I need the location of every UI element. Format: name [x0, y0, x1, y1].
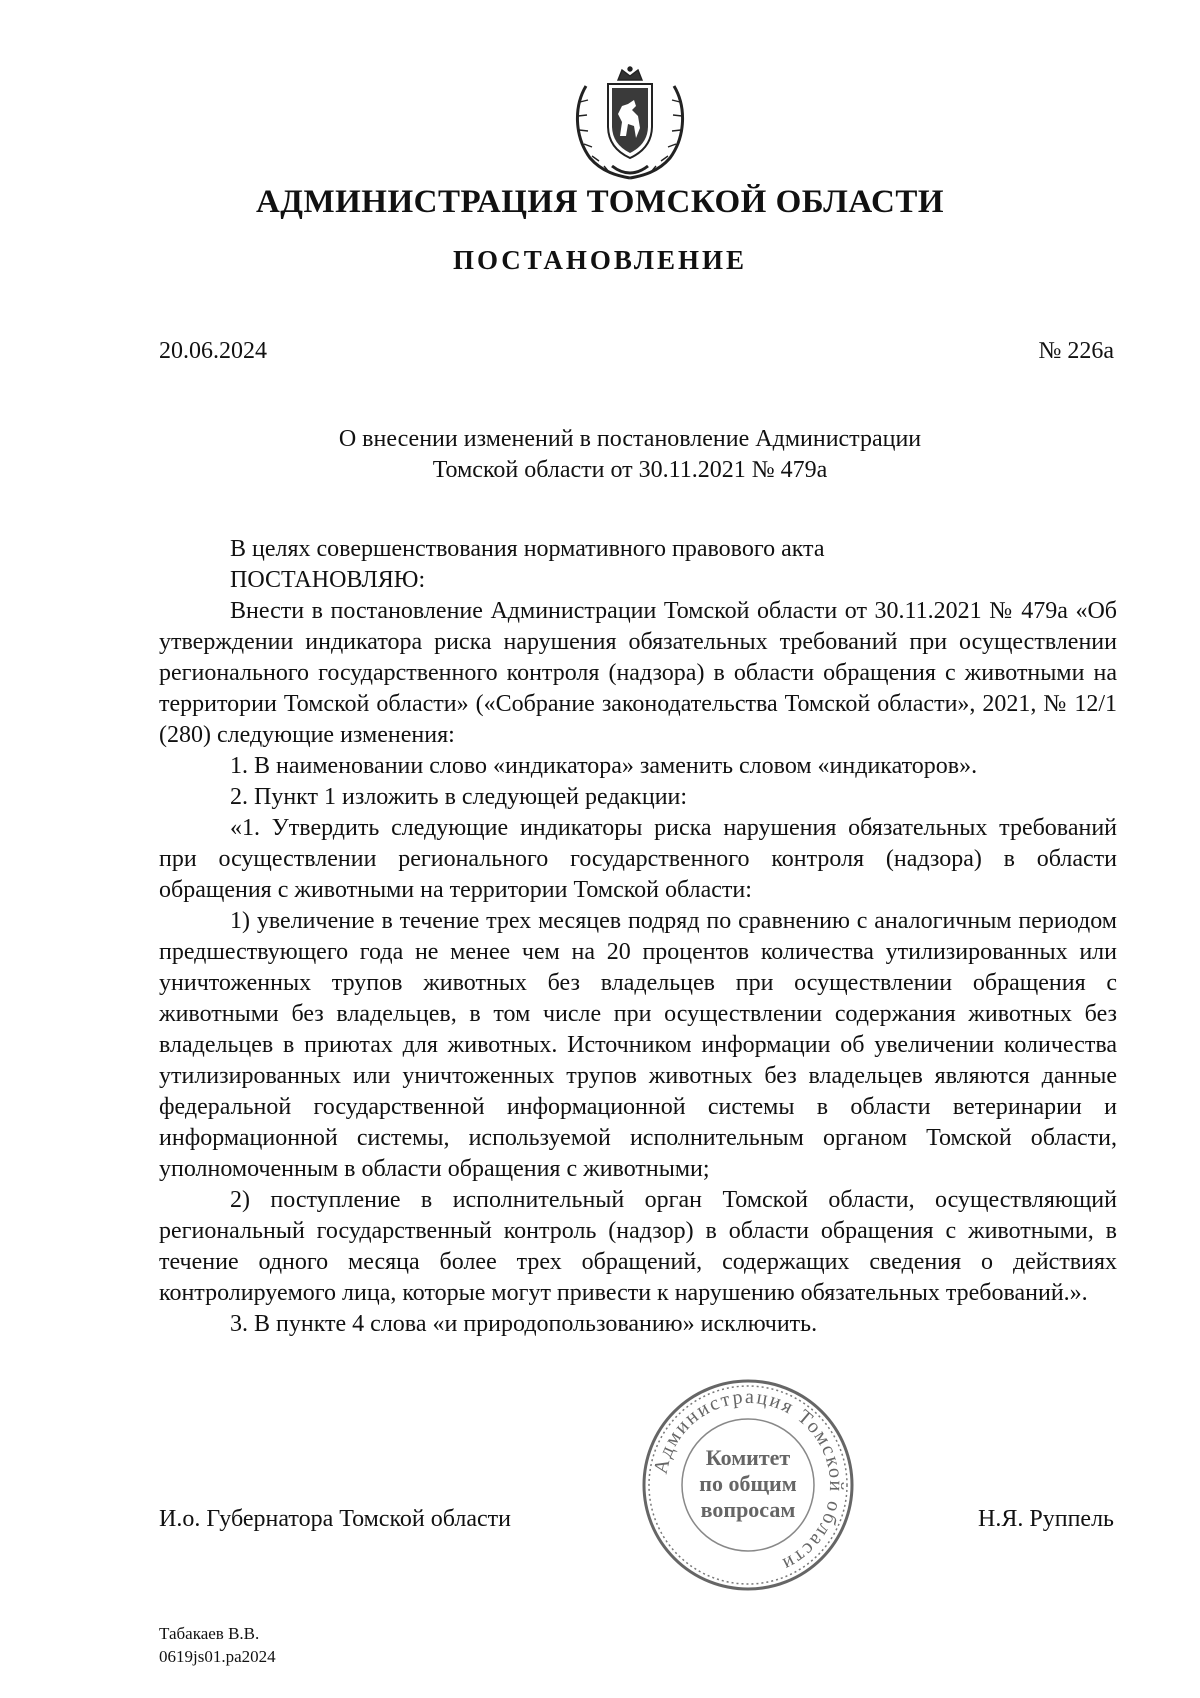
signer-name: Н.Я. Руппель: [978, 1506, 1114, 1532]
seal-center-line-2: по общим: [699, 1471, 797, 1496]
body-paragraph: «1. Утвердить следующие индикаторы риска нарушения обязательных требований при осуществлении регионального государственного контроля (надзора) в области обращения с животными на территории Томской области:: [159, 815, 1117, 903]
executor-info: [159, 1622, 276, 1668]
document-number: № 226а: [1038, 338, 1114, 364]
seal-center-line-1: Комитет: [705, 1445, 791, 1470]
document-subject: [200, 424, 1060, 486]
body-paragraph: 1) увеличение в течение трех месяцев подряд по сравнению с аналогичным периодом предшествующего года не менее чем на 20 процентов количества утилизированных или уничтоженных трупов животных без владельцев при осуществлении обращения с животными без владельцев, в том числе при осуществлении содержания животных без владельцев в приютах для животных. Источником информации об увеличении количества утилизированных или уничтоженных трупов животных без владельцев являются данные федеральной государственной информационной системы в области ветеринарии и информационной системы, используемой исполнительным органом Томской области, уполномоченным в области обращения с животными;: [159, 908, 1117, 1182]
executor-file-code: 0619js01.ра2024: [159, 1647, 276, 1666]
seal-center-line-3: вопросам: [700, 1497, 796, 1522]
body-paragraph: 3. В пункте 4 слова «и природопользованию» исключить.: [230, 1311, 818, 1337]
document-date: 20.06.2024: [159, 338, 267, 364]
body-paragraph: 1. В наименовании слово «индикатора» заменить словом «индикаторов».: [230, 753, 978, 779]
tomsk-region-coat-of-arms-icon: [566, 66, 694, 182]
signer-title: И.о. Губернатора Томской области: [159, 1506, 511, 1532]
body-paragraph: 2) поступление в исполнительный орган Томской области, осуществляющий региональный государственный контроль (надзор) в области обращения с животными, в течение одного месяца более трех обращений, содержащих сведения о действиях контролируемого лица, которые могут привести к нарушению обязательных требований.».: [159, 1187, 1117, 1306]
body-paragraph: ПОСТАНОВЛЯЮ:: [230, 567, 426, 593]
subject-line-2: Томской области от 30.11.2021 № 479а: [432, 457, 828, 483]
executor-name: Табакаев В.В.: [159, 1624, 260, 1643]
official-seal-icon: [638, 1375, 858, 1595]
seal-ring-text: Администрация Томской области: [649, 1385, 848, 1576]
body-paragraph: 2. Пункт 1 изложить в следующей редакции:: [230, 784, 688, 810]
document-body: [159, 534, 1117, 1340]
organization-title: АДМИНИСТРАЦИЯ ТОМСКОЙ ОБЛАСТИ: [255, 184, 945, 220]
body-paragraph: В целях совершенствования нормативного правового акта: [230, 536, 825, 562]
document-type: ПОСТАНОВЛЕНИЕ: [452, 245, 748, 275]
subject-line-1: О внесении изменений в постановление Администрации: [338, 426, 922, 452]
body-paragraph: Внести в постановление Администрации Томской области от 30.11.2021 № 479а «Об утверждении индикатора риска нарушения обязательных требований при осуществлении регионального государственного контроля (надзора) в области обращения с животными на территории Томской области» («Собрание законодательства Томской области», 2021, № 12/1 (280) следующие изменения:: [159, 598, 1117, 748]
